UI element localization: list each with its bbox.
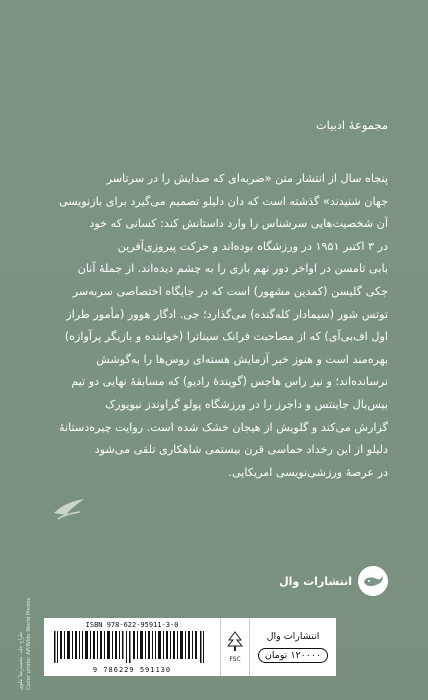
blurb-line: آن شخصیت‌هایی سرشناس را وارد داستانش کند: کسانی که خود: [89, 217, 388, 231]
blurb-line: بهره‌مند است و هنوز خبر آزمایش هسته‌ای روس‌ها را به‌گوشش: [96, 352, 388, 366]
blurb-line: پنجاه سال از انتشار متن «ضربه‌ای که صدایش را در سرتاسر: [106, 172, 388, 185]
fsc-logo: [220, 618, 249, 676]
whale-logo-icon: [358, 566, 388, 596]
blurb-line: بیس‌بال جاینتس و داجرز را در ورزشگاه پولو گراوندز نیویورک: [105, 397, 388, 411]
price-label: ۱۲۰۰۰۰ تومان: [258, 648, 328, 663]
blurb-text: [36, 168, 388, 484]
series-title: مجموعهٔ ادبیات: [315, 118, 388, 132]
blurb-line: در ۳ اکتبر ۱۹۵۱ در ورزشگاه بوده‌اند و حرکت پیروزی‌آفرین: [117, 239, 388, 253]
barcode-bars-icon: [54, 631, 210, 663]
blurb-line: دلیلو از این رخداد حماسی قرن بیستمی شاهکاری تلقی می‌شود: [94, 443, 388, 457]
barcode-digits: 9 786229 591130: [92, 666, 172, 674]
blurb-line: اول اف‌بی‌آی) که از مصاحبت فرانک سیناترا (خواننده و بازیگر پرآوازه): [64, 330, 388, 344]
blurb-line: جکی گلیسن (کمدین مشهور) است که در جایگاه اختصاصی سربه‌سر: [72, 284, 388, 298]
blurb-line: نرسانده‌اند؛ و نیز راس هاجس (گویندهٔ رادیو) که مسابقهٔ نهایی دو تیم: [71, 375, 388, 389]
cover-credits: [14, 597, 36, 692]
publisher-name: انتشارات وال: [279, 574, 352, 588]
price-block: [249, 618, 336, 676]
barcode: [44, 618, 220, 676]
blurb-line: توتس شور (سیمادار کله‌گنده) می‌گذارد؛ جی. ادگار هوور (مأمور طراز: [66, 307, 388, 321]
barcode-price-strip: [44, 618, 384, 676]
fsc-label: FSC: [229, 656, 241, 663]
price-publisher: انتشارات وال: [266, 631, 320, 642]
isbn-text: ISBN 978-622-95911-3-0: [85, 621, 179, 629]
blurb-line: جهان شنیدند» گذشته است که دان دلیلو تصمیم می‌گیرد برای بازنویسی: [58, 194, 388, 208]
blurb-line: بابی تامسن در اواخر دور نهم بازی را به چشم دیده‌اند. از جملهٔ آنان: [77, 262, 388, 276]
blurb-line: گزارش می‌کند و گلویش از هیجان خشک شده است. روایت چیره‌دستانهٔ: [59, 420, 388, 434]
credit-designer: طراح جلد: محمدرضا علوی: [18, 631, 24, 690]
credit-photo: Cover photo: AP/Wide World Photos: [26, 597, 32, 690]
blurb-line: در عرصهٔ ورزشی‌نویسی امریکایی.: [228, 465, 388, 479]
publisher-mark: [279, 566, 388, 596]
fsc-tree-icon: [226, 631, 244, 653]
closing-quote-icon: [52, 495, 86, 523]
